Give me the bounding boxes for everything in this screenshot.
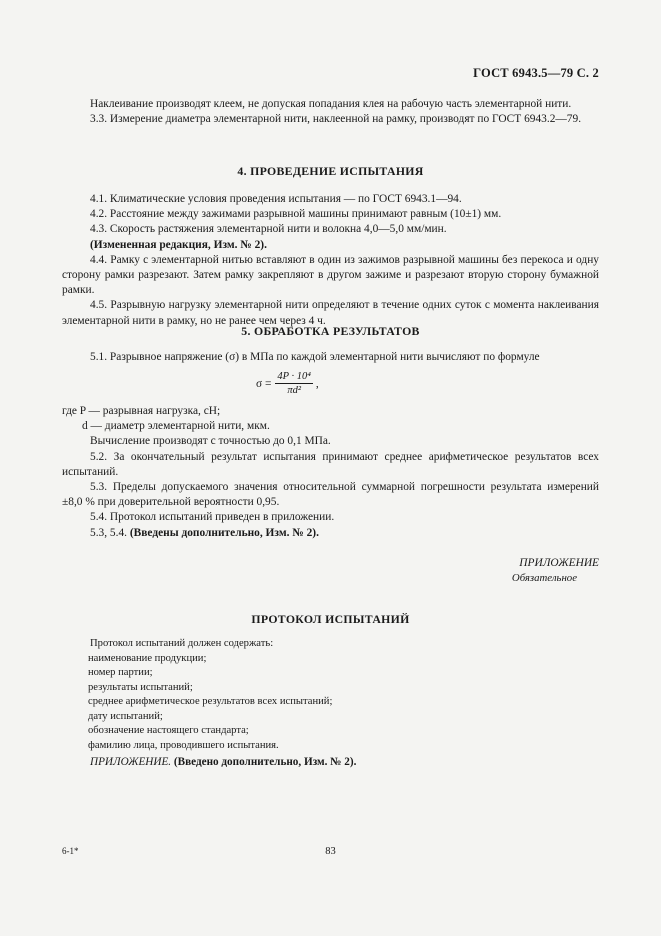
formula-tail: , [315, 377, 319, 390]
list-item: фамилию лица, проводившего испытания. [88, 739, 279, 751]
calc-precision: Вычисление производят с точностью до 0,1 МПа. [90, 435, 331, 448]
where-d: d — диаметр элементарной нити, мкм. [82, 420, 270, 433]
clause-4-2: 4.2. Расстояние между зажимами разрывной машины принимают равным (10±1) мм. [90, 208, 502, 221]
list-item: Протокол испытаний должен содержать: [90, 638, 274, 649]
formula-denominator: πd² [287, 385, 301, 396]
page-header: ГОСТ 6943.5—79 С. 2 [473, 66, 599, 80]
appendix-sub: Обязательное [511, 572, 577, 584]
clause-4-3: 4.3. Скорость растяжения элементарной нити и волокна 4,0—5,0 мм/мин. [90, 223, 447, 236]
amendment-note: (Измененная редакция, Изм. № 2). [90, 238, 267, 251]
section-5-intro [62, 350, 599, 365]
intro-block [62, 97, 599, 127]
list-item: обозначение настоящего стандарта; [88, 725, 249, 736]
list-item: наименование продукции; [88, 652, 207, 664]
footer-mark: 6-1* [62, 846, 79, 856]
clause-5-4: 5.4. Протокол испытаний приведен в приложении. [90, 511, 335, 524]
intro-paragraph: Наклеивание производят клеем, не допуская попадания клея на рабочую часть элементарной нити. [90, 98, 572, 110]
clause-5-2: 5.2. За окончательный результат испытания принимают среднее арифметическое результатов всех испытаний. [62, 450, 599, 478]
section-4-body [62, 192, 599, 329]
protocol-note [90, 755, 540, 770]
formula-fraction [275, 371, 313, 396]
clause-5-1: 5.1. Разрывное напряжение (σ) в МПа по каждой элементарной нити вычисляют по формуле [90, 351, 540, 363]
protocol-note-prefix: ПРИЛОЖЕНИЕ. [90, 756, 172, 768]
clause-4-4: 4.4. Рамку с элементарной нитью вставляют в один из зажимов разрывной машины без перекоса и одну сторону рамки разрезают. Затем рамку закрепляют в другом зажиме и разрезают вторую сторону бумажной рамки. [62, 253, 599, 297]
page-number: 83 [325, 846, 336, 857]
section-4 [62, 164, 599, 179]
appendix-label: ПРИЛОЖЕНИЕ [519, 557, 599, 569]
list-item: среднее арифметическое результатов всех испытаний; [88, 696, 333, 707]
clause-4-1: 4.1. Климатические условия проведения испытания — по ГОСТ 6943.1—94. [90, 193, 462, 205]
clause-5-3-5-4-note [62, 526, 599, 541]
note-text: (Введены дополнительно, Изм. № 2). [129, 526, 319, 539]
section-5-body [62, 404, 599, 541]
protocol-heading: ПРОТОКОЛ ИСПЫТАНИЙ [251, 612, 410, 626]
protocol-note-text: (Введено дополнительно, Изм. № 2). [173, 756, 357, 768]
list-item: номер партии; [88, 667, 153, 678]
formula-lhs: σ = [256, 377, 272, 390]
section-4-heading: 4. ПРОВЕДЕНИЕ ИСПЫТАНИЯ [237, 164, 424, 178]
clause-3-3: 3.3. Измерение диаметра элементарной нити, наклеенной на рамку, производят по ГОСТ 6943.2—79. [90, 113, 582, 126]
clause-5-3: 5.3. Пределы допускаемого значения относительной суммарной погрешности результата измерений ±8,0 % при доверительной вероятности 0,95. [62, 481, 599, 509]
where-p: где P — разрывная нагрузка, сН; [62, 405, 221, 417]
protocol-list [90, 637, 540, 770]
section-5-heading: 5. ОБРАБОТКА РЕЗУЛЬТАТОВ [241, 324, 420, 338]
list-item: результаты испытаний; [88, 681, 193, 693]
formula-numerator: 4P · 10⁴ [277, 371, 311, 382]
section-5 [62, 324, 599, 339]
stress-formula [256, 371, 319, 396]
clause-4-5: 4.5. Разрывную нагрузку элементарной нити определяют в течение одних суток с момента наклеивания элементарной нити в рамку, но не ранее чем через 4 ч. [62, 299, 599, 327]
note-prefix: 5.3, 5.4. [90, 526, 128, 539]
protocol-section [62, 612, 599, 627]
list-item: дату испытаний; [88, 710, 163, 722]
